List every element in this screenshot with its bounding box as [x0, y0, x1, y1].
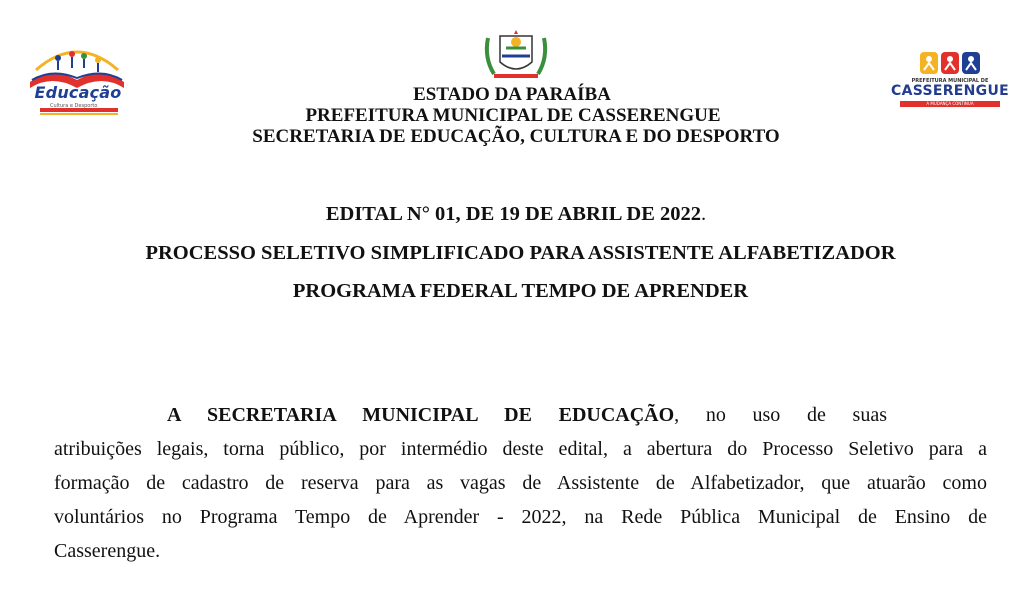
coat-of-arms-icon	[480, 28, 552, 84]
body-line-4: voluntários no Programa Tempo de Aprender - 2022, na Rede Pública Municipal de Ensino de	[54, 506, 987, 528]
edital-titles	[0, 201, 1024, 317]
document-header	[0, 84, 1024, 147]
body-line-5: Casserengue.	[54, 540, 161, 562]
header-secretariat: SECRETARIA DE EDUCAÇÃO, CULTURA E DO DESPORTO	[252, 126, 780, 147]
header-municipality: PREFEITURA MUNICIPAL DE CASSERENGUE	[305, 105, 721, 126]
body-paragraph	[54, 398, 987, 568]
process-title: PROCESSO SELETIVO SIMPLIFICADO PARA ASSISTENTE ALFABETIZADOR	[145, 241, 896, 264]
program-title: PROGRAMA FEDERAL TEMPO DE APRENDER	[292, 280, 749, 302]
edital-number	[8, 201, 1024, 240]
casserengue-logo-name: CASSERENGUE	[891, 83, 1009, 99]
educacao-logo-text: Educação	[34, 83, 122, 102]
casserengue-logo-band: A MUDANÇA CONTINUA	[900, 101, 1000, 107]
edital-number-period: .	[701, 203, 707, 225]
body-line-2: atribuições legais, torna público, por intermédio deste edital, a abertura do Processo Seletivo para a	[54, 438, 987, 460]
header-state: ESTADO DA PARAÍBA	[413, 84, 611, 105]
body-line-3: formação de cadastro de reserva para as vagas de Assistente de Alfabetizador, que atuarão como	[54, 472, 987, 494]
casserengue-logo-top-text: PREFEITURA MUNICIPAL DE	[911, 78, 989, 84]
body-lead-bold: A SECRETARIA MUNICIPAL DE EDUCAÇÃO	[167, 404, 675, 426]
edital-number-text: EDITAL N° 01, DE 19 DE ABRIL DE 2022	[325, 203, 702, 225]
body-line-1	[167, 398, 887, 432]
people-icon	[888, 48, 1012, 78]
educacao-logo-subtitle: Cultura e Desporto	[50, 103, 98, 109]
paraiba-coat-of-arms	[480, 28, 552, 84]
body-lead-rest: , no uso de suas	[674, 404, 887, 426]
